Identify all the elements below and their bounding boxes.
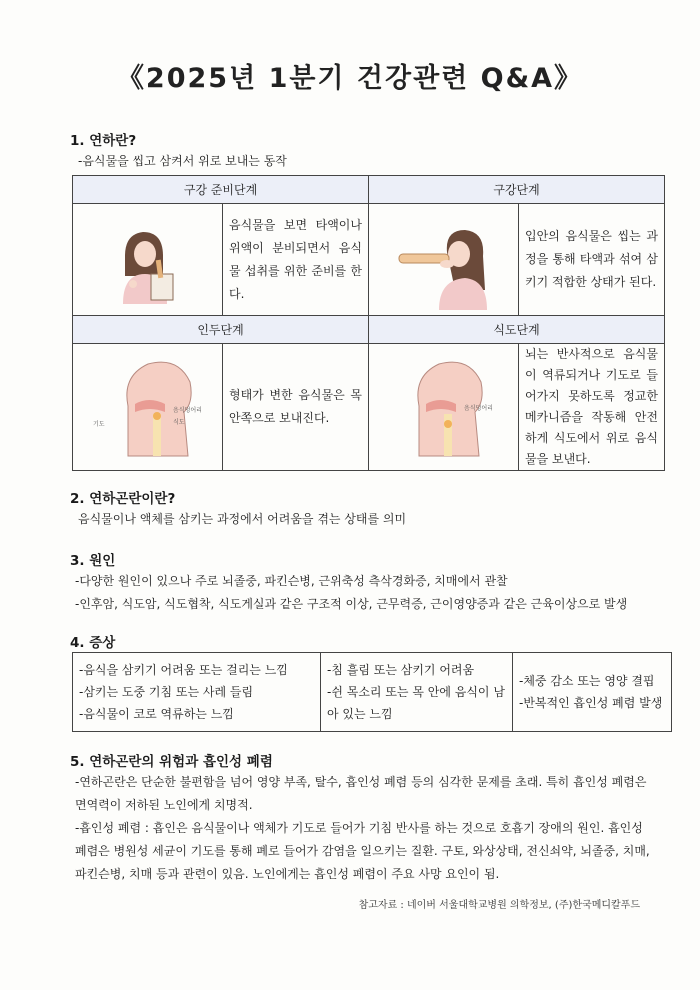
symptoms-col-2 <box>321 653 513 732</box>
section-1-heading: 1. 연하란? <box>70 133 137 149</box>
stage-4-name: 식도단계 <box>369 316 665 344</box>
symptom-item: -음식을 삼키기 어려움 또는 걸리는 느낌 <box>79 663 288 677</box>
section-5-heading: 5. 연하곤란의 위험과 흡인성 폐렴 <box>70 754 273 770</box>
symptom-item: -쉰 목소리 또는 목 안에 음식이 남아 있는 느낌 <box>327 685 505 721</box>
reference-note: 참고자료 : 네이버 서울대학교병원 의학정보, (주)한국메디칼푸드 <box>358 900 640 911</box>
label-esophagus: 식도 <box>173 419 185 426</box>
symptom-item: -음식물이 코로 역류하는 느낌 <box>79 707 234 721</box>
throat-cross-section-icon <box>73 344 223 463</box>
woman-with-groceries-icon <box>73 204 223 315</box>
section-5-paragraph-2: -흡인성 폐렴 : 흡인은 음식물이나 액체가 기도로 들어가 기침 반사를 하는 것으로 호흡기 장애의 원인. 흡인성 폐렴은 병원성 세균이 기도를 통해 폐로 들어가 감염을 일으키는 질환. 구토, 와상상태, 전신쇠약, 뇌졸중, 치매, 파킨슨병, 치매 등과 관련이 있음. 노인에게는 흡인성 폐렴이 주요 사망 요인이 됨. <box>75 821 650 881</box>
stage-3-name: 인두단계 <box>73 316 369 344</box>
section-3-heading: 3. 원인 <box>70 553 116 569</box>
stage-3-illustration <box>73 344 223 471</box>
symptom-item: -반복적인 흡인성 폐렴 발생 <box>519 696 663 710</box>
stage-2-illustration <box>369 204 519 316</box>
woman-eating-icon <box>369 204 519 315</box>
symptom-item: -체중 감소 또는 영양 결핍 <box>519 674 655 688</box>
section-4-heading: 4. 증상 <box>70 635 116 651</box>
stage-1-illustration <box>73 204 223 316</box>
section-1-desc: -음식물을 씹고 삼켜서 위로 보내는 동작 <box>78 154 287 168</box>
section-2-heading: 2. 연하곤란이란? <box>70 491 176 507</box>
stage-1-text: 음식물을 보면 타액이나 위액이 분비되면서 음식물 섭취를 위한 준비를 한다. <box>223 204 369 316</box>
label-airway: 기도 <box>93 421 105 428</box>
symptoms-col-1 <box>73 653 321 732</box>
symptom-item: -삼키는 도중 기침 또는 사레 들림 <box>79 685 254 699</box>
section-3-line-1: -다양한 원인이 있으나 주로 뇌졸중, 파킨슨병, 근위축성 측삭경화증, 치매에서 관찰 <box>75 574 508 588</box>
section-5-paragraph-1: -연하곤란은 단순한 불편함을 넘어 영양 부족, 탈수, 흡인성 폐렴 등의 심각한 문제를 초래. 특히 흡인성 폐렴은 면역력이 저하된 노인에게 치명적. <box>75 775 647 812</box>
swallow-stages-table <box>72 175 665 471</box>
symptom-item: -침 흘림 또는 삼키기 어려움 <box>327 663 475 677</box>
symptoms-table <box>72 652 672 732</box>
section-3-line-2: -인후암, 식도암, 식도협착, 식도게실과 같은 구조적 이상, 근무력증, 근이영양증과 같은 근육이상으로 발생 <box>75 597 628 611</box>
stage-4-text: 뇌는 반사적으로 음식물이 역류되거나 기도로 들어가지 못하도록 정교한 메카니즘을 작동해 안전하게 식도에서 위로 음식물을 보낸다. <box>519 344 665 471</box>
throat-cross-section-icon <box>369 344 519 463</box>
stage-4-illustration <box>369 344 519 471</box>
section-2-desc: 음식물이나 액체를 삼키는 과정에서 어려움을 겪는 상태를 의미 <box>78 512 407 526</box>
stage-3-text: 형태가 변한 음식물은 목 안쪽으로 보내진다. <box>223 344 369 471</box>
page-title: 《2025년 1분기 건강관련 Q&A》 <box>116 63 584 94</box>
label-bolus: 음식덩어리 <box>173 407 202 414</box>
label-bolus: 음식덩어리 <box>464 405 493 412</box>
stage-2-text: 입안의 음식물은 씹는 과정을 통해 타액과 섞여 삼키기 적합한 상태가 된다. <box>519 204 665 316</box>
symptoms-col-3 <box>513 653 672 732</box>
stage-1-name: 구강 준비단계 <box>73 176 369 204</box>
stage-2-name: 구강단계 <box>369 176 665 204</box>
